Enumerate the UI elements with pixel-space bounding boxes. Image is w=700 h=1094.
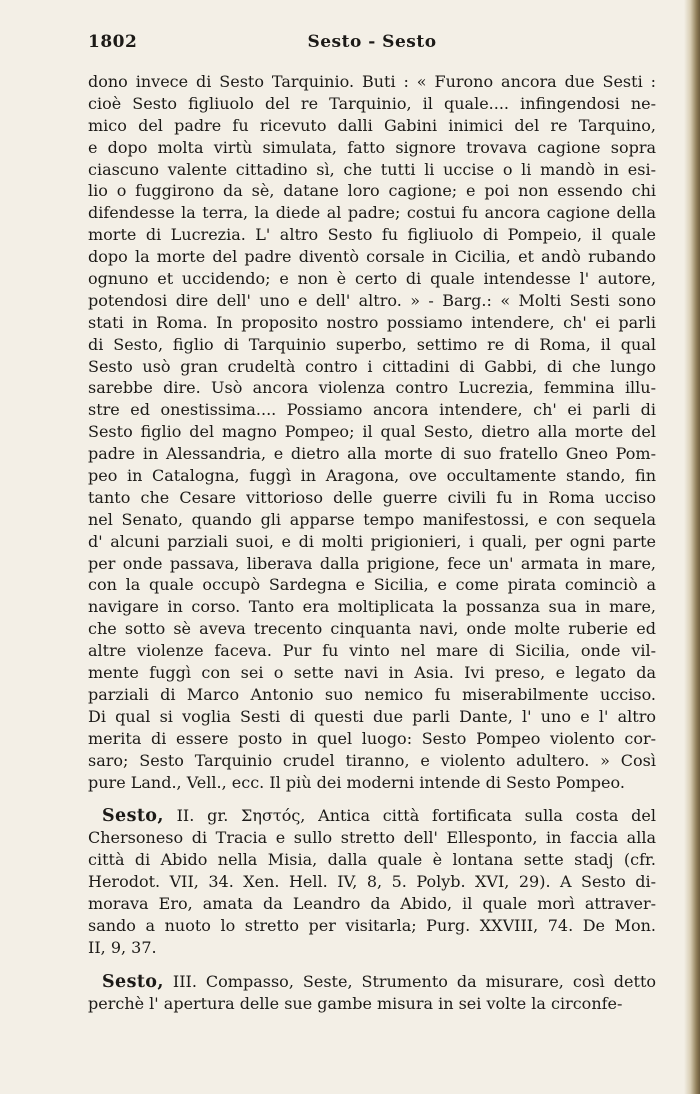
line-text: mico del padre fu ricevuto dalli Gabini inimici del re Tarquino, [88, 115, 656, 135]
book-spine-shadow [684, 0, 700, 1094]
page-number: 1802 [88, 32, 138, 52]
line-text: sando a nuoto lo stretto per visitarla; Purg. XXVIII, 74. De Mon. [88, 915, 656, 935]
text-line [88, 871, 656, 893]
line-text: III. Compasso, Seste, Strumento da misurare, così detto [163, 971, 656, 991]
text-line [88, 750, 656, 772]
line-text: parziali di Marco Antonio suo nemico fu miserabilmente ucciso. [88, 684, 656, 704]
text-line [88, 443, 656, 465]
line-text: morte di Lucrezia. L' altro Sesto fu figliuolo di Pompeio, il quale [88, 225, 656, 245]
text-line [88, 509, 656, 531]
text-line [88, 224, 656, 246]
line-text: padre in Alessandria, e dietro alla morte di suo fratello Gneo Pom- [88, 444, 656, 464]
line-text: tanto che Cesare vittorioso delle guerre civili fu in Roma ucciso [88, 487, 656, 507]
line-text: pure Land., Vell., ecc. Il più dei moderni intende di Sesto Pompeo. [88, 772, 625, 792]
text-line [88, 706, 656, 728]
text-line [88, 159, 656, 181]
line-text: ciascuno valente cittadino sì, che tutti li uccise o li mandò in esi- [88, 159, 656, 179]
text-line [88, 71, 656, 93]
line-text: perchè l' apertura delle sue gambe misura in sei volte la circonfe- [88, 993, 623, 1013]
text-line [88, 356, 656, 378]
line-text: Chersoneso di Tracia e sullo stretto dell' Ellesponto, in faccia alla [88, 828, 656, 848]
line-text: città di Abido nella Misia, dalla quale è lontana sette stadj (cfr. [88, 850, 656, 870]
line-text: stre ed onestissima.... Possiamo ancora intendere, ch' ei parli di [88, 400, 656, 420]
text-line [88, 553, 656, 575]
text-line [88, 805, 656, 827]
line-text: Di qual si voglia Sesti di questi due parli Dante, l' uno e l' altro [88, 706, 656, 726]
line-text: mente fuggì con sei o sette navi in Asia. Ivi preso, e legato da [88, 663, 656, 683]
page-header [88, 30, 656, 56]
running-title: Sesto - Sesto [307, 32, 437, 52]
line-text: sarebbe dire. Usò ancora violenza contro Lucrezia, femmina illu- [88, 378, 656, 398]
line-text: difendesse la terra, la diede al padre; costui fu ancora cagione della [88, 203, 656, 223]
text-line [88, 772, 656, 794]
line-text: Sesto figlio del magno Pompeo; il qual Sesto, dietro alla morte del [88, 422, 656, 442]
text-line [88, 290, 656, 312]
text-line [88, 137, 656, 159]
text-line [88, 574, 656, 596]
text-line [88, 915, 656, 937]
entry-headword: Sesto, [102, 806, 164, 827]
line-text: II. gr. Σηστός, Antica città fortificata sulla costa del [163, 806, 656, 826]
text-line [88, 465, 656, 487]
text-line [88, 827, 656, 849]
line-text: dopo la morte del padre diventò corsale in Cicilia, et andò rubando [88, 247, 656, 267]
text-line [88, 893, 656, 915]
page-body [88, 71, 656, 1014]
line-text: d' alcuni parziali suoi, e di molti prigionieri, i quali, per ogni parte [88, 531, 656, 551]
text-line [88, 377, 656, 399]
text-line [88, 312, 656, 334]
line-text: stati in Roma. In proposito nostro possiamo intendere, ch' ei parli [88, 312, 656, 332]
line-text: saro; Sesto Tarquinio crudel tiranno, e violento adultero. » Così [88, 750, 656, 770]
line-text: morava Ero, amata da Leandro da Abido, il quale morì attraver- [88, 893, 656, 913]
line-text: altre violenze faceva. Pur fu vinto nel mare di Sicilia, onde vil- [88, 641, 656, 661]
line-text: peo in Catalogna, fuggì in Aragona, ove occultamente stando, fin [88, 466, 656, 486]
entry-continued-paragraph [88, 71, 656, 793]
text-line [88, 246, 656, 268]
text-line [88, 268, 656, 290]
line-text: cioè Sesto figliuolo del re Tarquinio, il quale.... infingendosi ne- [88, 93, 656, 113]
text-line [88, 421, 656, 443]
text-line [88, 640, 656, 662]
text-line [88, 662, 656, 684]
entry-headword: Sesto, [102, 971, 164, 992]
line-text: lio o fuggirono da sè, datane loro cagione; e poi non essendo chi [88, 181, 656, 201]
line-text: per onde passava, liberava dalla prigione, fece un' armata in mare, [88, 553, 656, 573]
line-text: Herodot. VII, 34. Xen. Hell. IV, 8, 5. Polyb. XVI, 29). A Sesto di- [88, 872, 656, 892]
line-text: nel Senato, quando gli apparse tempo manifestossi, e con sequela [88, 509, 656, 529]
line-text: Sesto usò gran crudeltà contro i cittadini di Gabbi, di che lungo [88, 356, 656, 376]
line-text: potendosi dire dell' uno e dell' altro. » - Barg.: « Molti Sesti sono [88, 290, 656, 310]
text-line [88, 115, 656, 137]
text-line [88, 399, 656, 421]
line-text: e dopo molta virtù simulata, fatto signore trovava cagione sopra [88, 137, 656, 157]
line-text: con la quale occupò Sardegna e Sicilia, e come pirata cominciò a [88, 575, 656, 595]
text-line [88, 728, 656, 750]
line-text: navigare in corso. Tanto era moltiplicata la possanza sua in mare, [88, 597, 656, 617]
text-line [88, 937, 656, 959]
text-line [88, 487, 656, 509]
text-line [88, 531, 656, 553]
line-text: di Sesto, figlio di Tarquinio superbo, settimo re di Roma, il qual [88, 334, 656, 354]
text-line [88, 971, 656, 993]
text-line [88, 993, 656, 1015]
text-line [88, 849, 656, 871]
text-line [88, 596, 656, 618]
entry-sesto-iii [88, 971, 656, 1015]
line-text: dono invece di Sesto Tarquinio. Buti : « Furono ancora due Sesti : [88, 72, 656, 91]
text-line [88, 202, 656, 224]
line-text: che sotto sè aveva trecento cinquanta navi, onde molte ruberie ed [88, 619, 656, 639]
text-line [88, 180, 656, 202]
line-text: merita di essere posto in quel luogo: Sesto Pompeo violento cor- [88, 728, 656, 748]
text-line [88, 684, 656, 706]
line-text: ognuno et uccidendo; e non è certo di quale intendesse l' autore, [88, 269, 656, 289]
line-text: II, 9, 37. [88, 937, 157, 957]
text-line [88, 618, 656, 640]
text-line [88, 93, 656, 115]
entry-sesto-ii [88, 805, 656, 958]
text-line [88, 334, 656, 356]
